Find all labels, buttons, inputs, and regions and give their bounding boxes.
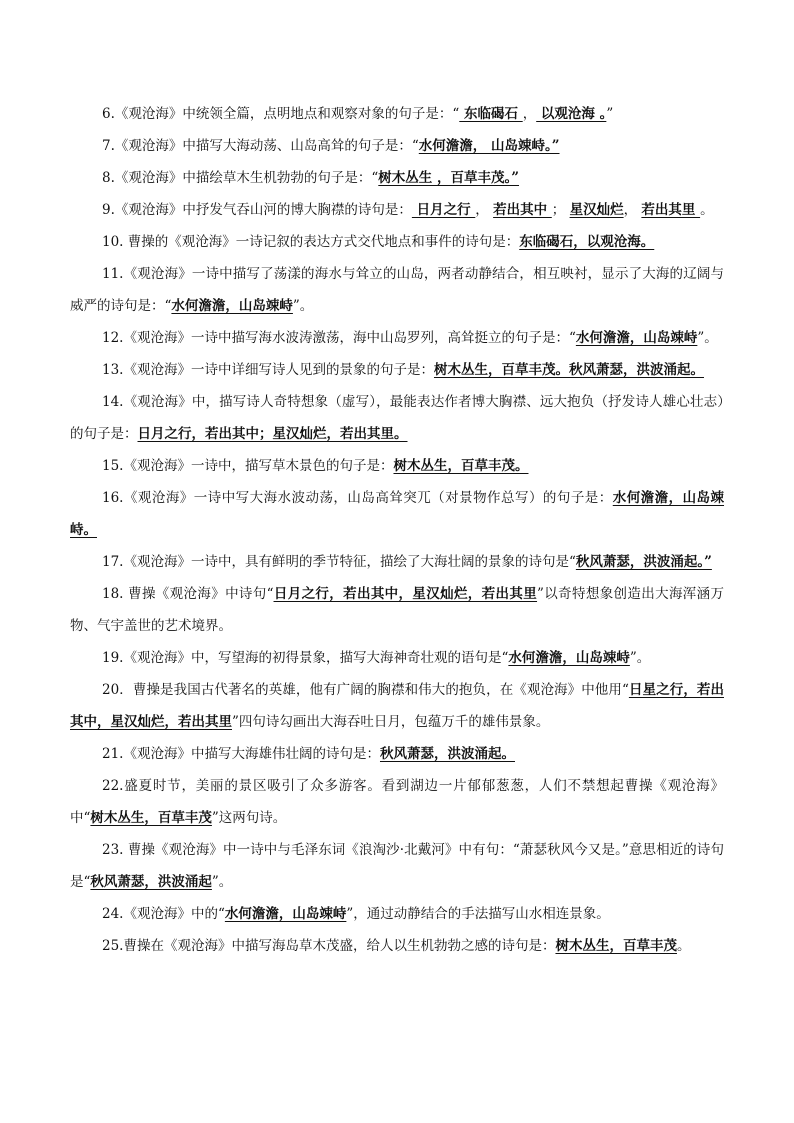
answer-text: 秋风萧瑟，洪波涌起。” <box>575 554 712 570</box>
prompt-text: 9.《观沧海》中抒发气吞山河的博大胸襟的诗句是： <box>102 202 412 218</box>
prompt-text: ， <box>522 106 537 122</box>
answer-text: 日月之行 <box>411 202 476 218</box>
prompt-text: 。 <box>676 938 691 954</box>
answer-text: 若出其中 <box>493 202 552 218</box>
answer-text: 水何澹澹，山岛竦峙 <box>508 650 630 666</box>
prompt-text: 22.盛夏时节，美丽的景区吸引了众多游客。看到湖边一片郁郁葱葱，人们不禁想起曹操《观沧海》中“ <box>70 778 724 826</box>
prompt-text: 18. 曹操《观沧海》中诗句“ <box>102 586 274 602</box>
question-item <box>70 322 724 354</box>
prompt-text: ”以奇特想象创造出大海浑涵万物、气宇盖世的艺术境界。 <box>70 586 725 634</box>
answer-text: 树木丛生，百草丰茂。秋风萧瑟，洪波涌起。 <box>433 362 704 378</box>
question-item <box>70 578 724 642</box>
answer-text: 秋风萧瑟，洪波涌起 <box>90 874 212 890</box>
answer-text: 以观沧海 。 <box>536 106 607 122</box>
question-item <box>70 386 724 450</box>
prompt-text: ”四句诗勾画出大海吞吐日月，包蕴万千的雄伟景象。 <box>232 714 550 730</box>
prompt-text: ”，通过动静结合的手法描写山水相连景象。 <box>346 906 610 922</box>
question-item <box>70 258 724 322</box>
answer-text: 日月之行，若出其中；星汉灿烂，若出其里。 <box>137 426 408 442</box>
answer-text: 树木丛生 ，百草丰茂。” <box>378 170 520 186</box>
answer-text: 树木丛生，百草丰茂 <box>90 810 212 826</box>
question-item <box>70 738 724 770</box>
question-item <box>70 226 724 258</box>
prompt-text: ” <box>606 106 614 122</box>
answer-text: 日星之行，若出其中，星汉灿烂，若出其里 <box>70 682 724 730</box>
question-list <box>70 98 724 962</box>
answer-text: 东临碣石，以观沧海。 <box>519 234 655 250</box>
answer-text: 水何澹澹，山岛竦峙。 <box>70 490 725 538</box>
answer-text: 水何澹澹，山岛竦峙 <box>224 906 347 922</box>
prompt-text: 13.《观沧海》一诗中详细写诗人见到的景象的句子是： <box>102 362 434 378</box>
answer-text: 树木丛生，百草丰茂 <box>555 938 677 954</box>
answer-text: 日月之行，若出其中，星汉灿烂，若出其里 <box>273 586 538 602</box>
prompt-text: ， <box>623 202 642 218</box>
prompt-text: 6.《观沧海》中统领全篇，点明地点和观察对象的句子是：“ <box>102 106 460 122</box>
question-item <box>70 834 724 898</box>
question-item <box>70 642 724 674</box>
prompt-text: ”。 <box>211 874 233 890</box>
question-item <box>70 450 724 482</box>
question-item <box>70 546 724 578</box>
answer-text: 东临碣石 <box>459 106 523 122</box>
prompt-text: 10. 曹操的《观沧海》一诗记叙的表达方式交代地点和事件的诗句是： <box>102 234 520 250</box>
question-item <box>70 770 724 834</box>
question-item <box>70 930 724 962</box>
prompt-text: 23. 曹操《观沧海》中一诗中与毛泽东词《浪淘沙·北戴河》中有句：“萧瑟秋风今又是。”意思相近的诗句是“ <box>70 842 724 890</box>
prompt-text: 19.《观沧海》中，写望海的初得景象，描写大海神奇壮观的语句是“ <box>102 650 509 666</box>
prompt-text: 7.《观沧海》中描写大海动荡、山岛高耸的句子是：“ <box>102 138 419 154</box>
answer-text: 星汉灿烂 <box>569 202 624 218</box>
prompt-text: 17.《观沧海》一诗中，具有鲜明的季节特征，描绘了大海壮阔的景象的诗句是“ <box>102 554 576 570</box>
answer-text: 水何澹澹，山岛竦峙 <box>575 330 698 346</box>
answer-text: 树木丛生，百草丰茂。 <box>393 458 529 474</box>
prompt-text: ”。 <box>292 298 314 314</box>
prompt-text: ”。 <box>629 650 651 666</box>
prompt-text: 20．曹操是我国古代著名的英雄，他有广阔的胸襟和伟大的抱负，在《观沧海》中他用“ <box>102 682 629 698</box>
question-item <box>70 162 724 194</box>
question-item <box>70 98 724 130</box>
answer-text: 秋风萧瑟，洪波涌起。 <box>379 746 515 762</box>
prompt-text: ”这两句诗。 <box>211 810 287 826</box>
prompt-text: 24.《观沧海》中的“ <box>102 906 225 922</box>
prompt-text: 。 <box>700 202 714 218</box>
question-item <box>70 130 724 162</box>
prompt-text: 16.《观沧海》一诗中写大海水波动荡，山岛高耸突兀（对景物作总写）的句子是： <box>102 490 613 506</box>
prompt-text: 8.《观沧海》中描绘草木生机勃勃的句子是：“ <box>102 170 379 186</box>
prompt-text: ； <box>551 202 570 218</box>
question-item <box>70 354 724 386</box>
question-item <box>70 482 724 546</box>
answer-text: 水何澹澹， 山岛竦峙。” <box>418 138 560 154</box>
prompt-text: 25.曹操在《观沧海》中描写海岛草木茂盛，给人以生机勃勃之感的诗句是： <box>102 938 556 954</box>
prompt-text: ， <box>475 202 494 218</box>
question-item <box>70 194 724 226</box>
prompt-text: ”。 <box>697 330 718 346</box>
question-item <box>70 674 724 738</box>
prompt-text: 21.《观沧海》中描写大海雄伟壮阔的诗句是： <box>102 746 380 762</box>
question-item <box>70 898 724 930</box>
prompt-text: 12.《观沧海》一诗中描写海水波涛激荡，海中山岛罗列，高耸挺立的句子是：“ <box>102 330 576 346</box>
prompt-text: 15.《观沧海》一诗中，描写草木景色的句子是： <box>102 458 394 474</box>
answer-text: 水何澹澹，山岛竦峙 <box>171 298 293 314</box>
prompt-text: 11.《观沧海》一诗中描写了荡漾的海水与耸立的山岛，两者动静结合，相互映衬，显示了大海的辽阔与威严的诗句是：“ <box>70 266 724 314</box>
prompt-text: 14.《观沧海》中，描写诗人奇特想象（虚写），最能表达作者博大胸襟、远大抱负（抒发诗人雄心壮志）的句子是： <box>70 394 724 442</box>
answer-text: 若出其里 <box>641 202 701 218</box>
